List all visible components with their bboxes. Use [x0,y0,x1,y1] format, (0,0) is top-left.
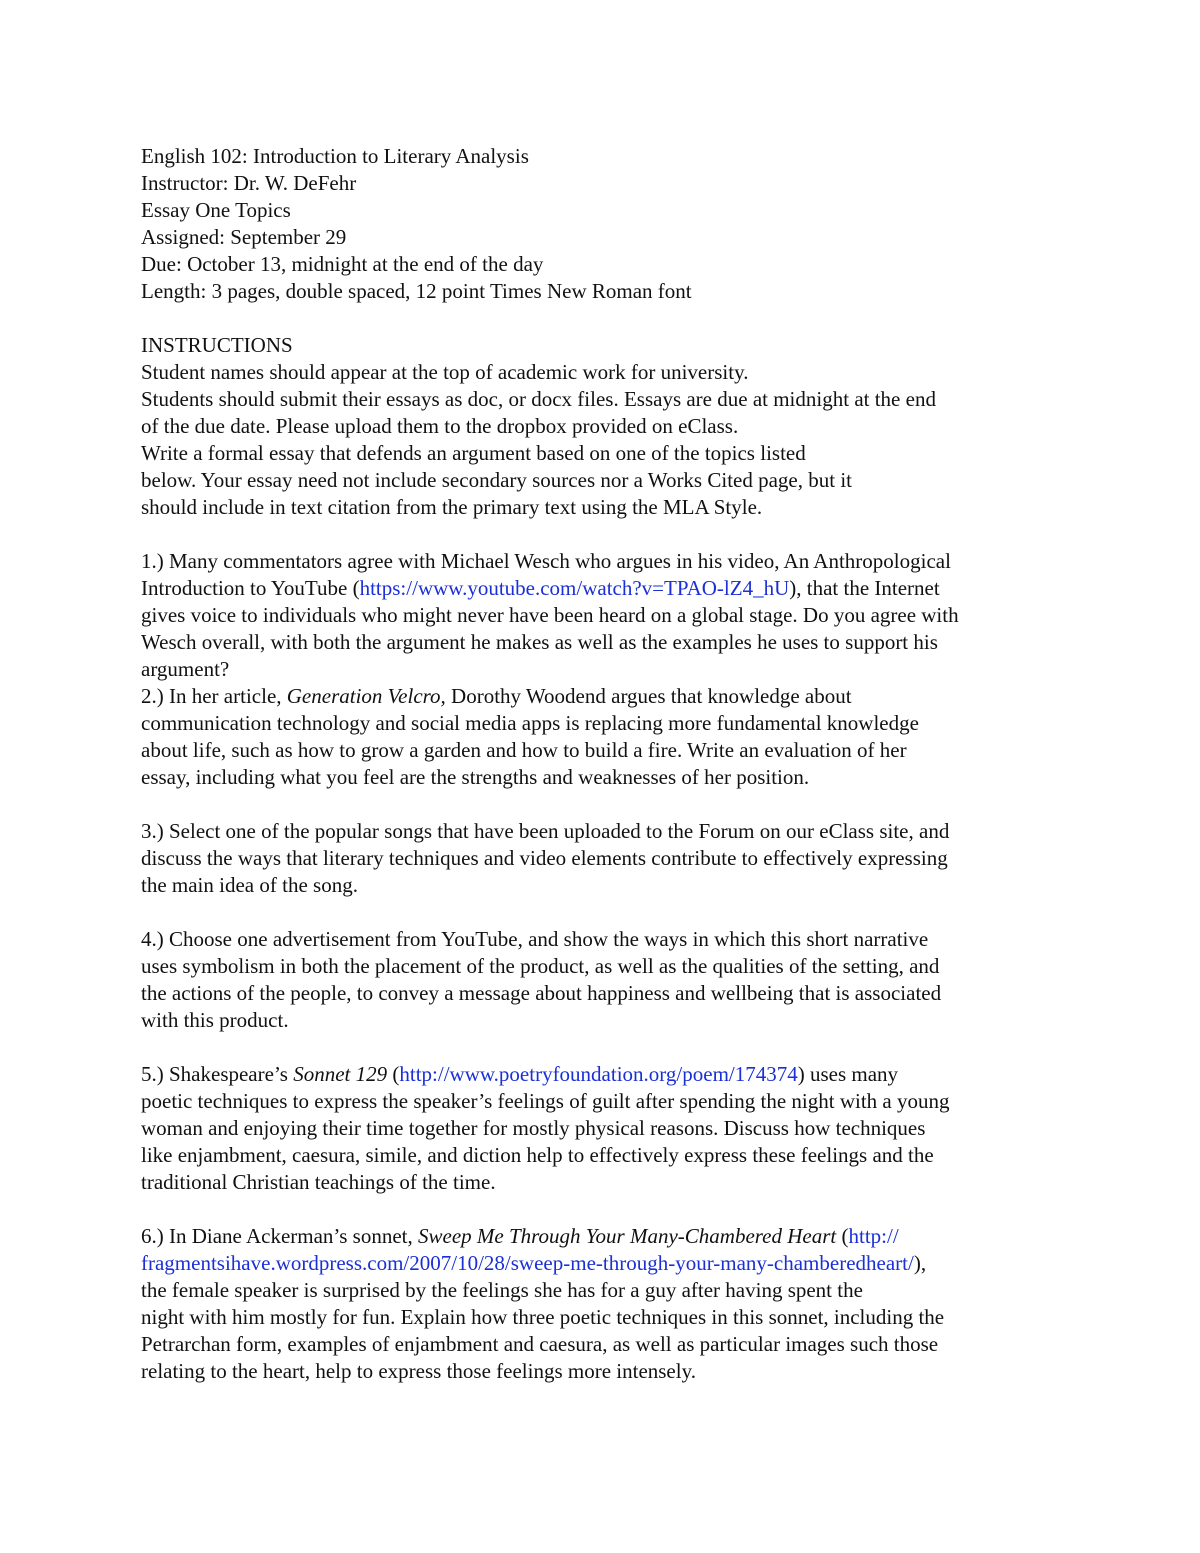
topic-line: discuss the ways that literary techniques and video elements contribute to effectively expressing [141,846,948,870]
assigned-date: Assigned: September 29 [141,225,347,249]
topic-3 [141,818,1071,899]
instruction-line: Student names should appear at the top of academic work for university. [141,360,749,384]
spacer [141,1196,1071,1223]
topic-line: relating to the heart, help to express those feelings more intensely. [141,1359,696,1383]
topic-line: 1.) Many commentators agree with Michael Wesch who argues in his video, An Anthropological [141,549,951,573]
topic-line: the female speaker is surprised by the feelings she has for a guy after having spent the [141,1278,863,1302]
spacer [141,1034,1071,1061]
topic-text: ) uses many [797,1062,899,1086]
topic-line: Wesch overall, with both the argument he makes as well as the examples he uses to support his [141,630,938,654]
wordpress-link-start[interactable]: http:// [848,1224,899,1248]
topic-text: 2.) In her article, [141,684,287,708]
topic-line [141,1223,1071,1250]
spacer [141,899,1071,926]
topic-line: 3.) Select one of the popular songs that have been uploaded to the Forum on our eClass site, and [141,819,950,843]
topic-text: ( [836,1224,849,1248]
course-title: English 102: Introduction to Literary Analysis [141,144,529,168]
wordpress-link[interactable]: fragmentsihave.wordpress.com/2007/10/28/sweep-me-through-your-many-chamberedheart/ [141,1251,914,1275]
topic-line: 4.) Choose one advertisement from YouTube, and show the ways in which this short narrative [141,927,929,951]
topic-line [141,575,1071,602]
topic-line: the actions of the people, to convey a message about happiness and wellbeing that is associated [141,981,942,1005]
topic-1 [141,548,1071,683]
topic-5 [141,1061,1071,1196]
youtube-link[interactable]: https://www.youtube.com/watch?v=TPAO-lZ4_hU [359,576,790,600]
instruction-line: Students should submit their essays as doc, or docx files. Essays are due at midnight at the end [141,387,936,411]
sonnet-title: Sonnet 129 [293,1062,388,1086]
topic-line: essay, including what you feel are the strengths and weaknesses of her position. [141,765,810,789]
instruction-line: should include in text citation from the primary text using the MLA Style. [141,495,763,519]
topic-text: 6.) In Diane Ackerman’s sonnet, [141,1224,419,1248]
topic-text: ( [387,1062,400,1086]
spacer [141,791,1071,818]
instructions-section [141,332,1071,521]
topic-6 [141,1223,1071,1385]
topic-line: communication technology and social media apps is replacing more fundamental knowledge [141,711,919,735]
essay-title: Essay One Topics [141,198,291,222]
topic-text: ), that the Internet [789,576,940,600]
article-title: Generation Velcro, [286,684,446,708]
document-header [141,143,1071,305]
topic-line: with this product. [141,1008,289,1032]
topic-line: Petrarchan form, examples of enjambment and caesura, as well as particular images such those [141,1332,939,1356]
topic-line: uses symbolism in both the placement of the product, as well as the qualities of the setting, and [141,954,940,978]
length-requirement: Length: 3 pages, double spaced, 12 point Times New Roman font [141,279,692,303]
instruction-line: of the due date. Please upload them to the dropbox provided on eClass. [141,414,739,438]
topic-line: gives voice to individuals who might never have been heard on a global stage. Do you agree with [141,603,959,627]
topic-line [141,683,1071,710]
spacer [141,305,1071,332]
topic-4 [141,926,1071,1034]
topic-line: the main idea of the song. [141,873,358,897]
topic-text: Dorothy Woodend argues that knowledge about [445,684,852,708]
instructor-line: Instructor: Dr. W. DeFehr [141,171,357,195]
topic-line: argument? [141,657,230,681]
poetry-foundation-link[interactable]: http://www.poetryfoundation.org/poem/174374 [399,1062,798,1086]
topic-line [141,1250,1071,1277]
topic-line: woman and enjoying their time together for mostly physical reasons. Discuss how techniques [141,1116,926,1140]
topic-text: ), [913,1251,927,1275]
topic-line: night with him mostly for fun. Explain how three poetic techniques in this sonnet, including the [141,1305,945,1329]
instruction-line: Write a formal essay that defends an argument based on one of the topics listed [141,441,806,465]
topic-line [141,1061,1071,1088]
sonnet-title: Sweep Me Through Your Many-Chambered Heart [418,1224,837,1248]
topic-text: Introduction to YouTube ( [141,576,360,600]
spacer [141,521,1071,548]
document-page [141,143,1071,1385]
topic-line: about life, such as how to grow a garden and how to build a fire. Write an evaluation of her [141,738,907,762]
topic-line: poetic techniques to express the speaker’s feelings of guilt after spending the night with a young [141,1089,950,1113]
instructions-heading: INSTRUCTIONS [141,333,293,357]
topic-2 [141,683,1071,791]
due-date: Due: October 13, midnight at the end of the day [141,252,544,276]
instruction-line: below. Your essay need not include secondary sources nor a Works Cited page, but it [141,468,852,492]
topic-line: like enjambment, caesura, simile, and diction help to effectively express these feelings and the [141,1143,934,1167]
topic-line: traditional Christian teachings of the time. [141,1170,496,1194]
topic-text: 5.) Shakespeare’s [141,1062,294,1086]
